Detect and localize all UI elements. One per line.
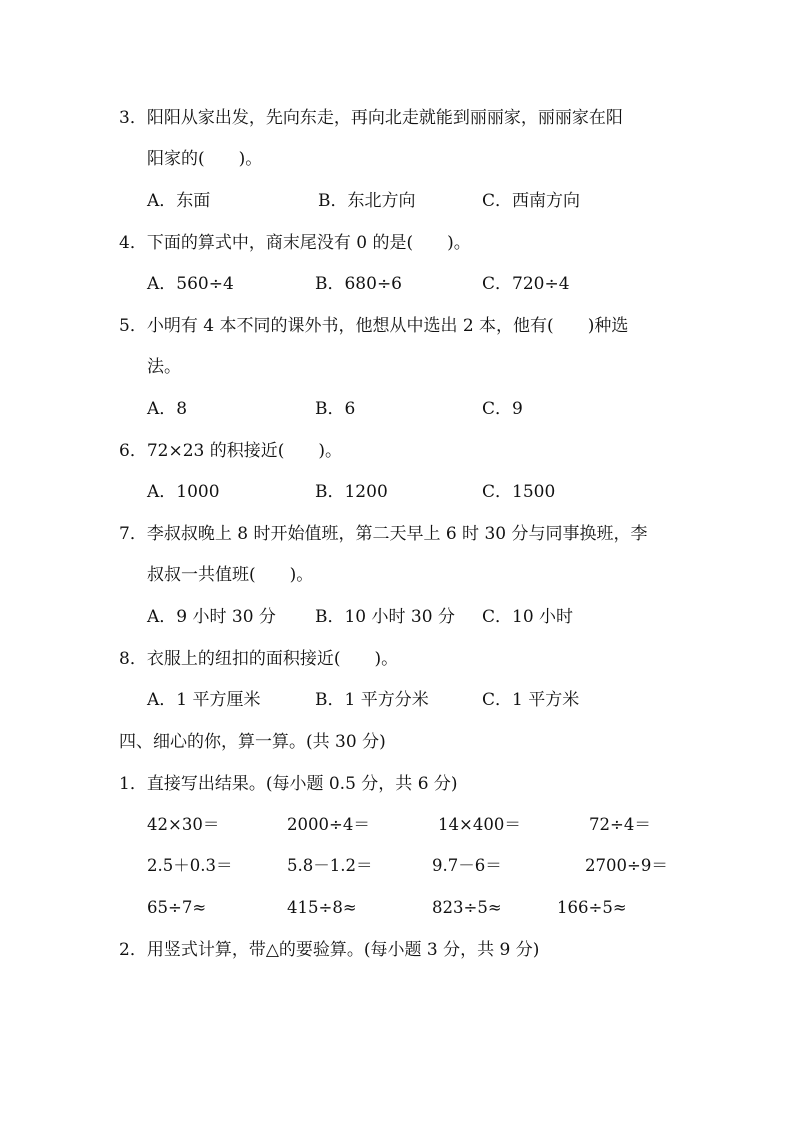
question-3-option-a: A．东面 (147, 191, 211, 211)
question-5-option-b: B．6 (315, 399, 356, 419)
question-7-option-a: A．9 小时 30 分 (147, 607, 276, 627)
question-6-option-b: B．1200 (315, 482, 388, 502)
calc-item: 72÷4＝ (589, 815, 651, 834)
question-4-line-1: 4．下面的算式中，商末尾没有 0 的是( )。 (119, 233, 471, 253)
question-5-option-a: A．8 (147, 399, 188, 419)
question-4-option-b: B．680÷6 (315, 274, 403, 294)
question-4-option-a: A．560÷4 (147, 274, 234, 294)
question-7-option-b: B．10 小时 30 分 (315, 607, 455, 627)
calc-item: 415÷8≈ (287, 898, 357, 917)
question-3-option-c: C．西南方向 (482, 191, 581, 211)
question-7-line-1: 7．李叔叔晚上 8 时开始值班，第二天早上 6 时 30 分与同事换班，李 (119, 524, 648, 544)
question-6-line-1: 6．72×23 的积接近( )。 (119, 441, 342, 461)
section-4-heading: 四、细心的你，算一算。(共 30 分) (119, 732, 386, 752)
calc-item: 2700÷9＝ (585, 856, 668, 875)
question-8-option-a: A．1 平方厘米 (147, 690, 261, 710)
calc-item: 823÷5≈ (432, 898, 502, 917)
question-5-line-1: 5．小明有 4 本不同的课外书，他想从中选出 2 本，他有( )种选 (119, 316, 629, 336)
calc-item: 42×30＝ (147, 815, 220, 834)
calc-item: 65÷7≈ (147, 898, 207, 917)
question-7-line-2: 叔叔一共值班( )。 (147, 565, 314, 585)
section-4-question-1: 1．直接写出结果。(每小题 0.5 分，共 6 分) (119, 774, 458, 794)
section-4-question-2: 2．用竖式计算，带△的要验算。(每小题 3 分，共 9 分) (119, 940, 540, 960)
question-4-option-c: C．720÷4 (482, 274, 570, 294)
question-3-option-b: B．东北方向 (318, 191, 416, 211)
calc-item: 5.8－1.2＝ (287, 856, 373, 875)
question-3-line-1: 3．阳阳从家出发，先向东走，再向北走就能到丽丽家，丽丽家在阳 (119, 108, 623, 128)
question-5-option-c: C．9 (482, 399, 523, 419)
calc-item: 2000÷4＝ (287, 815, 370, 834)
calc-item: 2.5＋0.3＝ (147, 856, 233, 875)
question-8-line-1: 8．衣服上的纽扣的面积接近( )。 (119, 649, 399, 669)
calc-item: 166÷5≈ (557, 898, 627, 917)
question-8-option-b: B．1 平方分米 (315, 690, 429, 710)
calc-item: 14×400＝ (438, 815, 521, 834)
question-7-option-c: C．10 小时 (482, 607, 574, 627)
question-3-line-2: 阳家的( )。 (147, 149, 263, 169)
question-6-option-a: A．1000 (147, 482, 220, 502)
question-6-option-c: C．1500 (482, 482, 556, 502)
calc-item: 9.7－6＝ (432, 856, 502, 875)
question-8-option-c: C．1 平方米 (482, 690, 580, 710)
question-5-line-2: 法。 (147, 357, 181, 377)
